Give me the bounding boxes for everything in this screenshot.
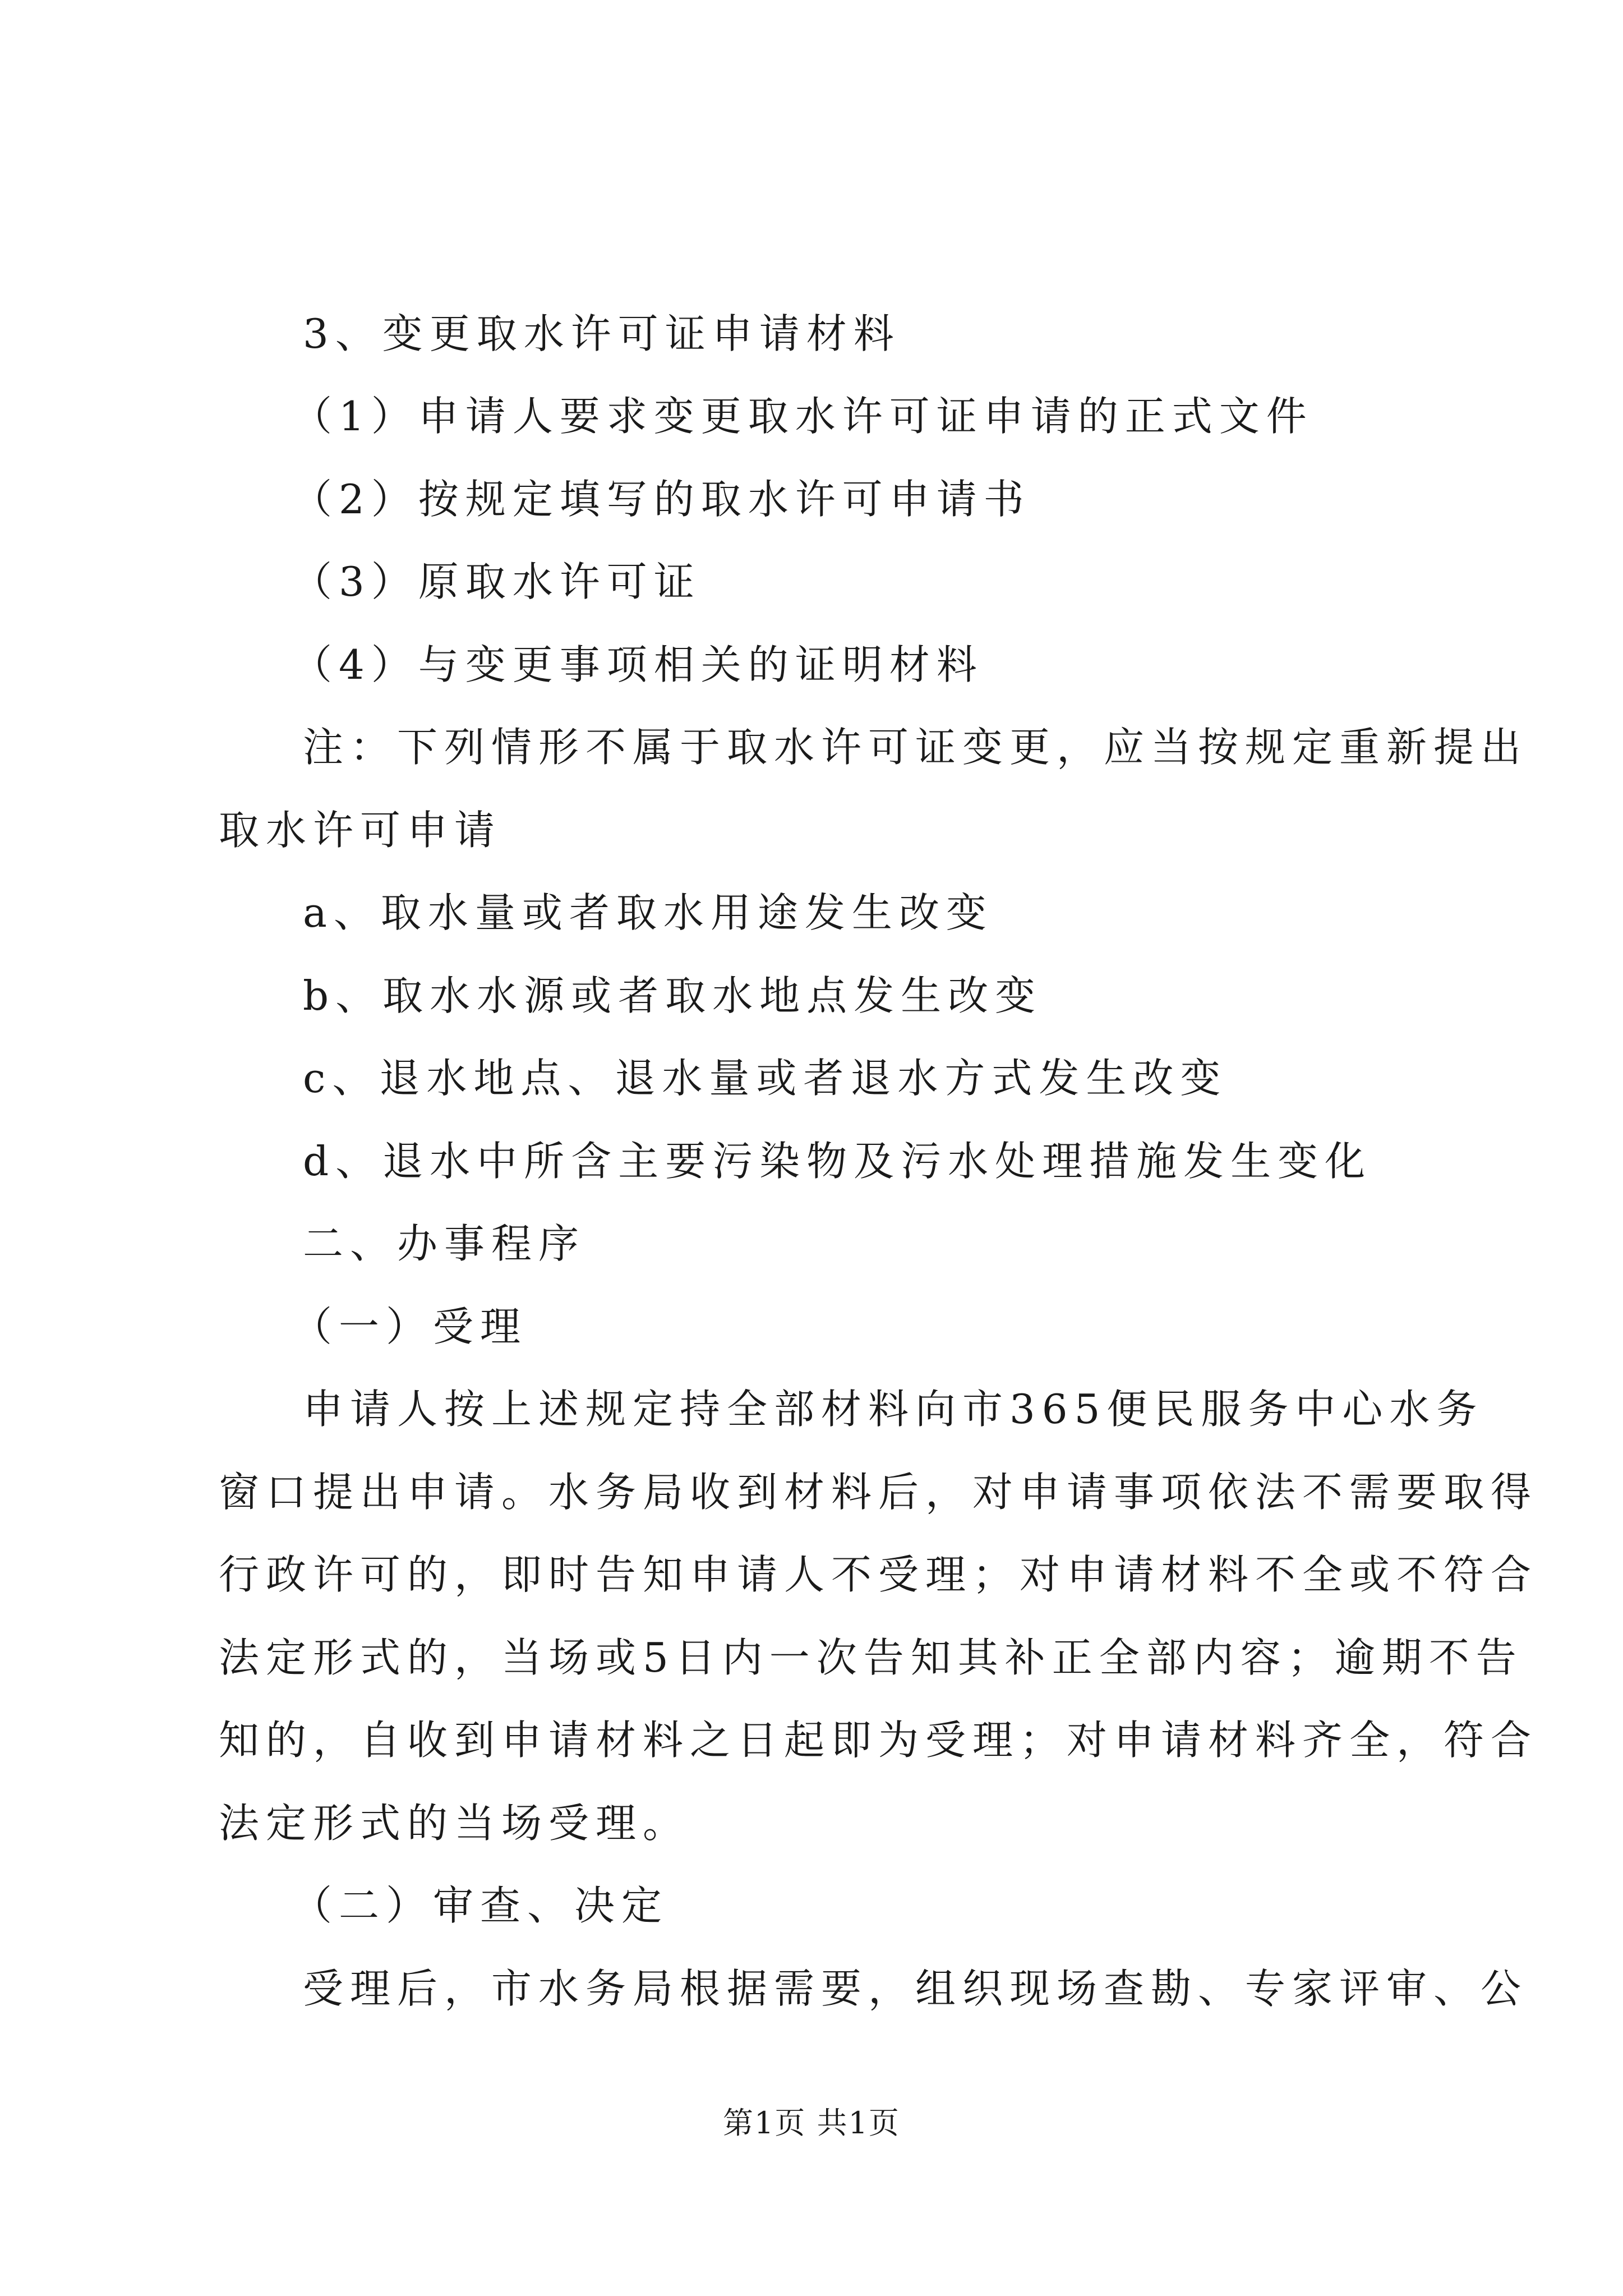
- text-line: c、退水地点、退水量或者退水方式发生改变: [303, 1055, 1228, 1102]
- text-line: 受理后，市水务局根据需要，组织现场查勘、专家评审、公: [303, 1965, 1528, 2012]
- text-line: 法定形式的当场受理。: [219, 1800, 690, 1847]
- text-line: 取水许可申请: [219, 807, 502, 854]
- text-line: （3）原取水许可证: [292, 558, 701, 605]
- page-footer: 第1页 共1页: [723, 2105, 900, 2141]
- text-line: a、取水量或者取水用途发生改变: [303, 889, 993, 936]
- text-line: 行政许可的，即时告知申请人不受理；对申请材料不全或不符合: [219, 1551, 1538, 1598]
- subsection-heading: （二）审查、决定: [292, 1882, 669, 1929]
- subsection-heading: （一）受理: [292, 1303, 528, 1350]
- text-line: 申请人按上述规定持全部材料向市365便民服务中心水务: [303, 1386, 1484, 1433]
- section-heading: 二、办事程序: [303, 1220, 586, 1267]
- text-line: （4）与变更事项相关的证明材料: [292, 641, 984, 688]
- text-line: 3、变更取水许可证申请材料: [303, 310, 901, 357]
- text-line: b、取水水源或者取水地点发生改变: [303, 972, 1043, 1019]
- text-line: 法定形式的，当场或5日内一次告知其补正全部内容；逾期不告: [219, 1634, 1523, 1681]
- text-line: （2）按规定填写的取水许可申请书: [292, 476, 1031, 523]
- text-line: （1）申请人要求变更取水许可证申请的正式文件: [292, 393, 1313, 440]
- text-line: 注：下列情形不属于取水许可证变更，应当按规定重新提出: [303, 724, 1528, 771]
- text-line: d、退水中所含主要污染物及污水处理措施发生变化: [303, 1138, 1372, 1185]
- text-line: 知的，自收到申请材料之日起即为受理；对申请材料齐全，符合: [219, 1717, 1538, 1764]
- text-line: 窗口提出申请。水务局收到材料后，对申请事项依法不需要取得: [219, 1469, 1538, 1516]
